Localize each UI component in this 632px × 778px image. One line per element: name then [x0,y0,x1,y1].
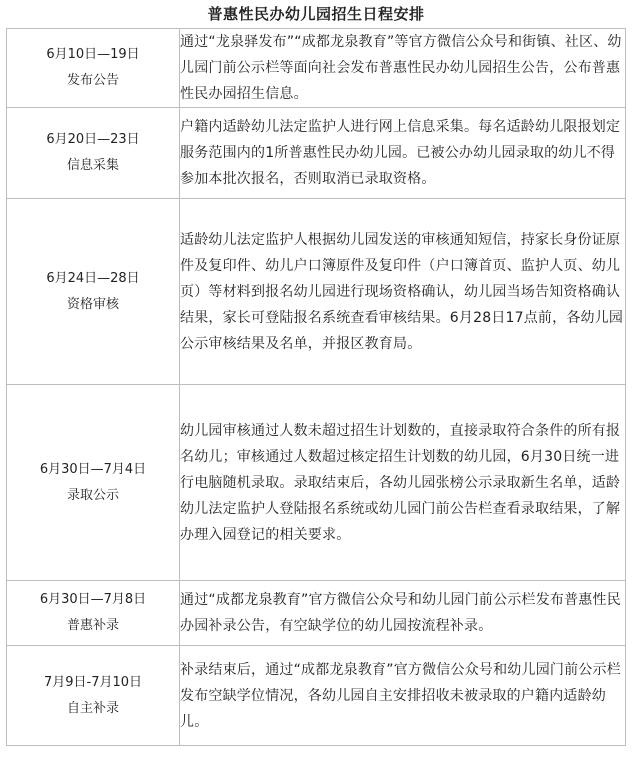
row-date: 7月9日-7月10日 [43,674,143,690]
row-date: 6月10日—19日 [46,47,140,62]
date-cell [7,199,180,385]
row-description: 适龄幼儿法定监护人根据幼儿园发送的审核通知短信，持家长身份证原件及复印件、幼儿户口簿原件及复印件（户口簿首页、监护人页、幼儿页）等材料到报名幼儿园进行现场资格确认，幼儿园当场告知资格确认结果，家长可登陆报名系统查看审核结果。6月28日17点前，各幼儿园公示审核结果及名单，并报区教育局。 [180,199,626,385]
row-description: 补录结束后，通过“成都龙泉教育”官方微信公众号和幼儿园门前公示栏发布空缺学位情况，各幼儿园自主安排招收未被录取的户籍内适龄幼儿。 [180,646,626,746]
row-stage: 信息采集 [66,158,119,173]
date-cell [7,385,180,581]
table-row [7,646,626,746]
date-cell [7,581,180,646]
row-description: 幼儿园审核通过人数未超过招生计划数的，直接录取符合条件的所有报名幼儿；审核通过人数超过核定招生计划数的幼儿园，6月30日统一进行电脑随机录取。录取结束后，各幼儿园张榜公示录取新生名单，适龄幼儿法定监护人登陆报名系统或幼儿园门前公告栏查看录取结果，了解办理入园登记的相关要求。 [180,385,626,581]
row-stage: 资格审核 [66,296,119,312]
table-row [7,199,626,385]
row-stage: 录取公示 [66,487,119,503]
row-stage: 自主补录 [66,700,119,716]
row-stage: 发布公告 [66,73,119,88]
row-date: 6月20日—23日 [46,132,140,147]
table-row [7,385,626,581]
date-cell [7,108,180,199]
row-stage: 普惠补录 [66,618,119,633]
row-date: 6月24日—28日 [46,270,140,286]
row-description: 通过“成都龙泉教育”官方微信公众号和幼儿园门前公示栏发布普惠性民办园补录公告，有空缺学位的幼儿园按流程补录。 [180,581,626,646]
date-cell [7,29,180,108]
schedule-table [6,28,626,746]
row-date: 6月30日—7月8日 [39,592,147,607]
date-cell [7,646,180,746]
table-row [7,29,626,108]
row-description: 通过“龙泉驿发布”“成都龙泉教育”等官方微信公众号和街镇、社区、幼儿园门前公示栏等面向社会发布普惠性民办幼儿园招生公告，公布普惠性民办园招生信息。 [180,29,626,108]
row-date: 6月30日—7月4日 [39,461,147,477]
page-title: 普惠性民办幼儿园招生日程安排 [207,5,425,23]
table-row [7,581,626,646]
row-description: 户籍内适龄幼儿法定监护人进行网上信息采集。每名适龄幼儿限报划定服务范围内的1所普惠性民办幼儿园。已被公办幼儿园录取的幼儿不得参加本批次报名，否则取消已录取资格。 [180,108,626,199]
table-row [7,108,626,199]
